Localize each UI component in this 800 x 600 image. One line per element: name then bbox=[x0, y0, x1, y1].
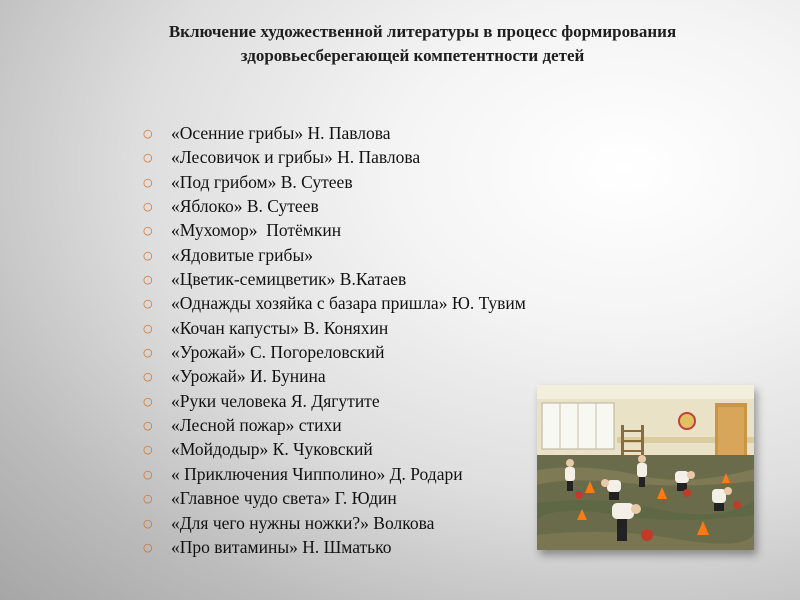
list-item bbox=[143, 291, 526, 315]
circle-bullet-icon: ○ bbox=[143, 516, 153, 530]
list-item-text: «Яблоко» В. Сутеев bbox=[171, 196, 319, 217]
list-item-text: «Лесовичок и грибы» Н. Павлова bbox=[171, 147, 421, 168]
list-item-text: «Под грибом» В. Сутеев bbox=[171, 171, 353, 192]
circle-bullet-icon: ○ bbox=[143, 419, 153, 433]
slide-title-line-2: здоровьесберегающей компетентности детей bbox=[240, 46, 585, 65]
circle-bullet-icon: ○ bbox=[143, 370, 153, 384]
list-item-text: «Руки человека Я. Дягутите bbox=[171, 390, 380, 411]
list-item-text: «Мухомор» Потёмкин bbox=[171, 220, 342, 241]
list-item-text: «Цветик-семицветик» В.Катаев bbox=[171, 269, 407, 290]
list-item bbox=[143, 486, 526, 510]
circle-bullet-icon: ○ bbox=[143, 273, 153, 287]
list-item-text: «Ядовитые грибы» bbox=[171, 244, 313, 265]
circle-bullet-icon: ○ bbox=[143, 224, 153, 238]
circle-bullet-icon: ○ bbox=[143, 540, 153, 554]
list-item bbox=[143, 535, 526, 559]
list-item-text: «Осенние грибы» Н. Павлова bbox=[171, 123, 391, 143]
list-item-text: «Мойдодыр» К. Чуковский bbox=[171, 439, 373, 460]
list-item bbox=[143, 389, 526, 413]
list-item-text: «Однажды хозяйка с базара пришла» Ю. Тувим bbox=[171, 293, 526, 314]
circle-bullet-icon: ○ bbox=[143, 394, 153, 408]
list-item-text: «Урожай» И. Бунина bbox=[171, 366, 326, 387]
circle-bullet-icon: ○ bbox=[143, 346, 153, 360]
list-item bbox=[143, 413, 526, 437]
circle-bullet-icon: ○ bbox=[143, 321, 153, 335]
list-item bbox=[143, 437, 526, 461]
list-item bbox=[143, 364, 526, 388]
circle-bullet-icon: ○ bbox=[143, 467, 153, 481]
list-item bbox=[143, 316, 526, 340]
list-item bbox=[143, 511, 526, 535]
list-item bbox=[143, 218, 526, 242]
circle-bullet-icon: ○ bbox=[143, 127, 153, 140]
list-item-text: «Кочан капусты» В. Коняхин bbox=[171, 317, 389, 338]
list-item bbox=[143, 462, 526, 486]
slide-title bbox=[0, 20, 800, 68]
circle-bullet-icon: ○ bbox=[143, 151, 153, 165]
list-item-text: « Приключения Чипполино» Д. Родари bbox=[171, 463, 463, 484]
kids-gym-photo bbox=[537, 385, 754, 550]
list-item bbox=[143, 121, 526, 145]
circle-bullet-icon: ○ bbox=[143, 443, 153, 457]
list-item-text: «Урожай» С. Погореловский bbox=[171, 342, 385, 363]
list-item bbox=[143, 267, 526, 291]
book-list bbox=[143, 121, 526, 559]
circle-bullet-icon: ○ bbox=[143, 175, 153, 189]
list-item-text: «Главное чудо света» Г. Юдин bbox=[171, 488, 397, 509]
list-item bbox=[143, 170, 526, 194]
list-item bbox=[143, 243, 526, 267]
circle-bullet-icon: ○ bbox=[143, 297, 153, 311]
list-item-text: «Про витамины» Н. Шматько bbox=[171, 536, 392, 557]
list-item-text: «Лесной пожар» стихи bbox=[171, 415, 342, 436]
list-item bbox=[143, 340, 526, 364]
slide-title-line-1: Включение художественной литературы в процесс формирования bbox=[168, 22, 677, 41]
list-item-text: «Для чего нужны ножки?» Волкова bbox=[171, 512, 435, 533]
circle-bullet-icon: ○ bbox=[143, 248, 153, 262]
list-item bbox=[143, 194, 526, 218]
circle-bullet-icon: ○ bbox=[143, 200, 153, 214]
circle-bullet-icon: ○ bbox=[143, 492, 153, 506]
list-item bbox=[143, 145, 526, 169]
